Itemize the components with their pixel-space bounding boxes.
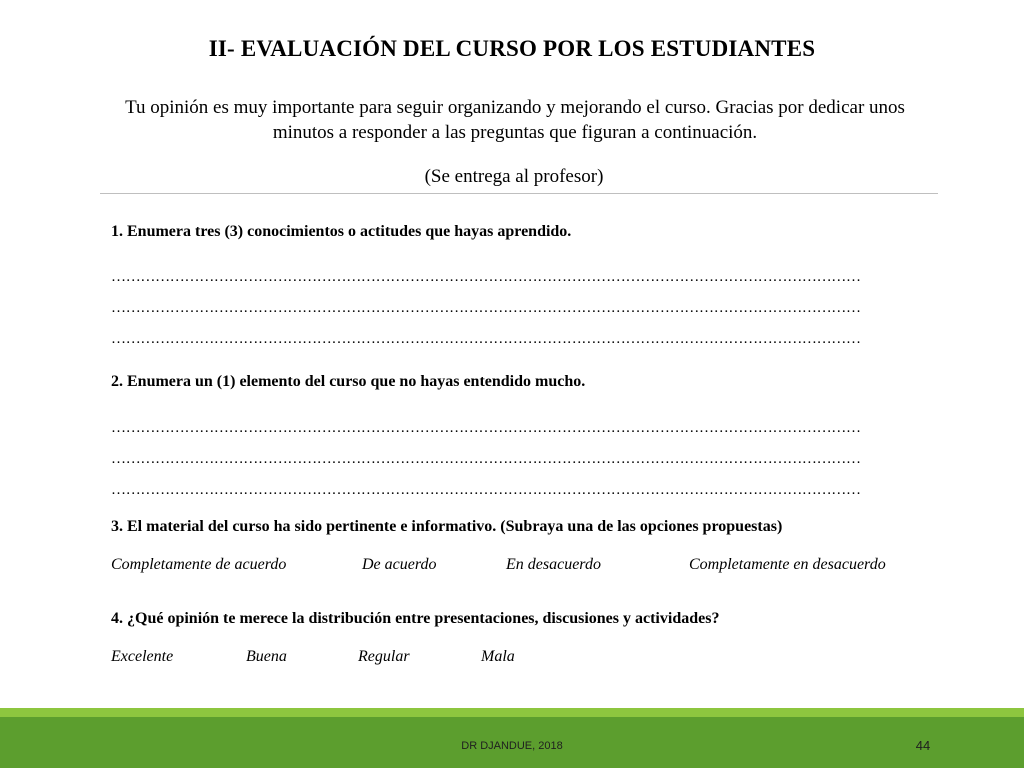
question-1: 1. Enumera tres (3) conocimientos o actitudes que hayas aprendido. bbox=[111, 223, 572, 240]
question-4: 4. ¿Qué opinión te merece la distribución entre presentaciones, discusiones y actividades? bbox=[111, 610, 720, 627]
answer-line[interactable]: ……………………………………………………………………………………………………………………………………… bbox=[111, 269, 861, 285]
footer-band-light bbox=[0, 708, 1024, 717]
option-completely-agree[interactable]: Completamente de acuerdo bbox=[111, 556, 287, 573]
answer-line[interactable]: ……………………………………………………………………………………………………………………………………… bbox=[111, 482, 861, 498]
option-regular[interactable]: Regular bbox=[358, 648, 410, 665]
question-2: 2. Enumera un (1) elemento del curso que no hayas entendido mucho. bbox=[111, 373, 586, 390]
delivery-note: (Se entrega al profesor) bbox=[424, 166, 604, 187]
answer-line[interactable]: ……………………………………………………………………………………………………………………………………… bbox=[111, 300, 861, 316]
answer-line[interactable]: ……………………………………………………………………………………………………………………………………… bbox=[111, 331, 861, 347]
question-3: 3. El material del curso ha sido pertinente e informativo. (Subraya una de las opciones propuestas) bbox=[111, 518, 783, 535]
divider bbox=[100, 193, 938, 194]
page-number: 44 bbox=[915, 738, 931, 753]
option-excellent[interactable]: Excelente bbox=[111, 648, 174, 665]
answer-line[interactable]: ……………………………………………………………………………………………………………………………………… bbox=[111, 451, 861, 467]
intro-text: Tu opinión es muy importante para seguir organizando y mejorando el curso. Gracias por dedicar unos minutos a responder a las preguntas que figuran a continuación. bbox=[125, 97, 905, 143]
answer-line[interactable]: ……………………………………………………………………………………………………………………………………… bbox=[111, 420, 861, 436]
option-disagree[interactable]: En desacuerdo bbox=[506, 556, 601, 573]
option-completely-disagree[interactable]: Completamente en desacuerdo bbox=[689, 556, 886, 573]
option-good[interactable]: Buena bbox=[246, 648, 287, 665]
page-title: II- EVALUACIÓN DEL CURSO POR LOS ESTUDIANTES bbox=[208, 36, 816, 61]
footer-author: DR DJANDUE, 2018 bbox=[461, 740, 563, 752]
option-agree[interactable]: De acuerdo bbox=[362, 556, 437, 573]
option-bad[interactable]: Mala bbox=[481, 648, 515, 665]
